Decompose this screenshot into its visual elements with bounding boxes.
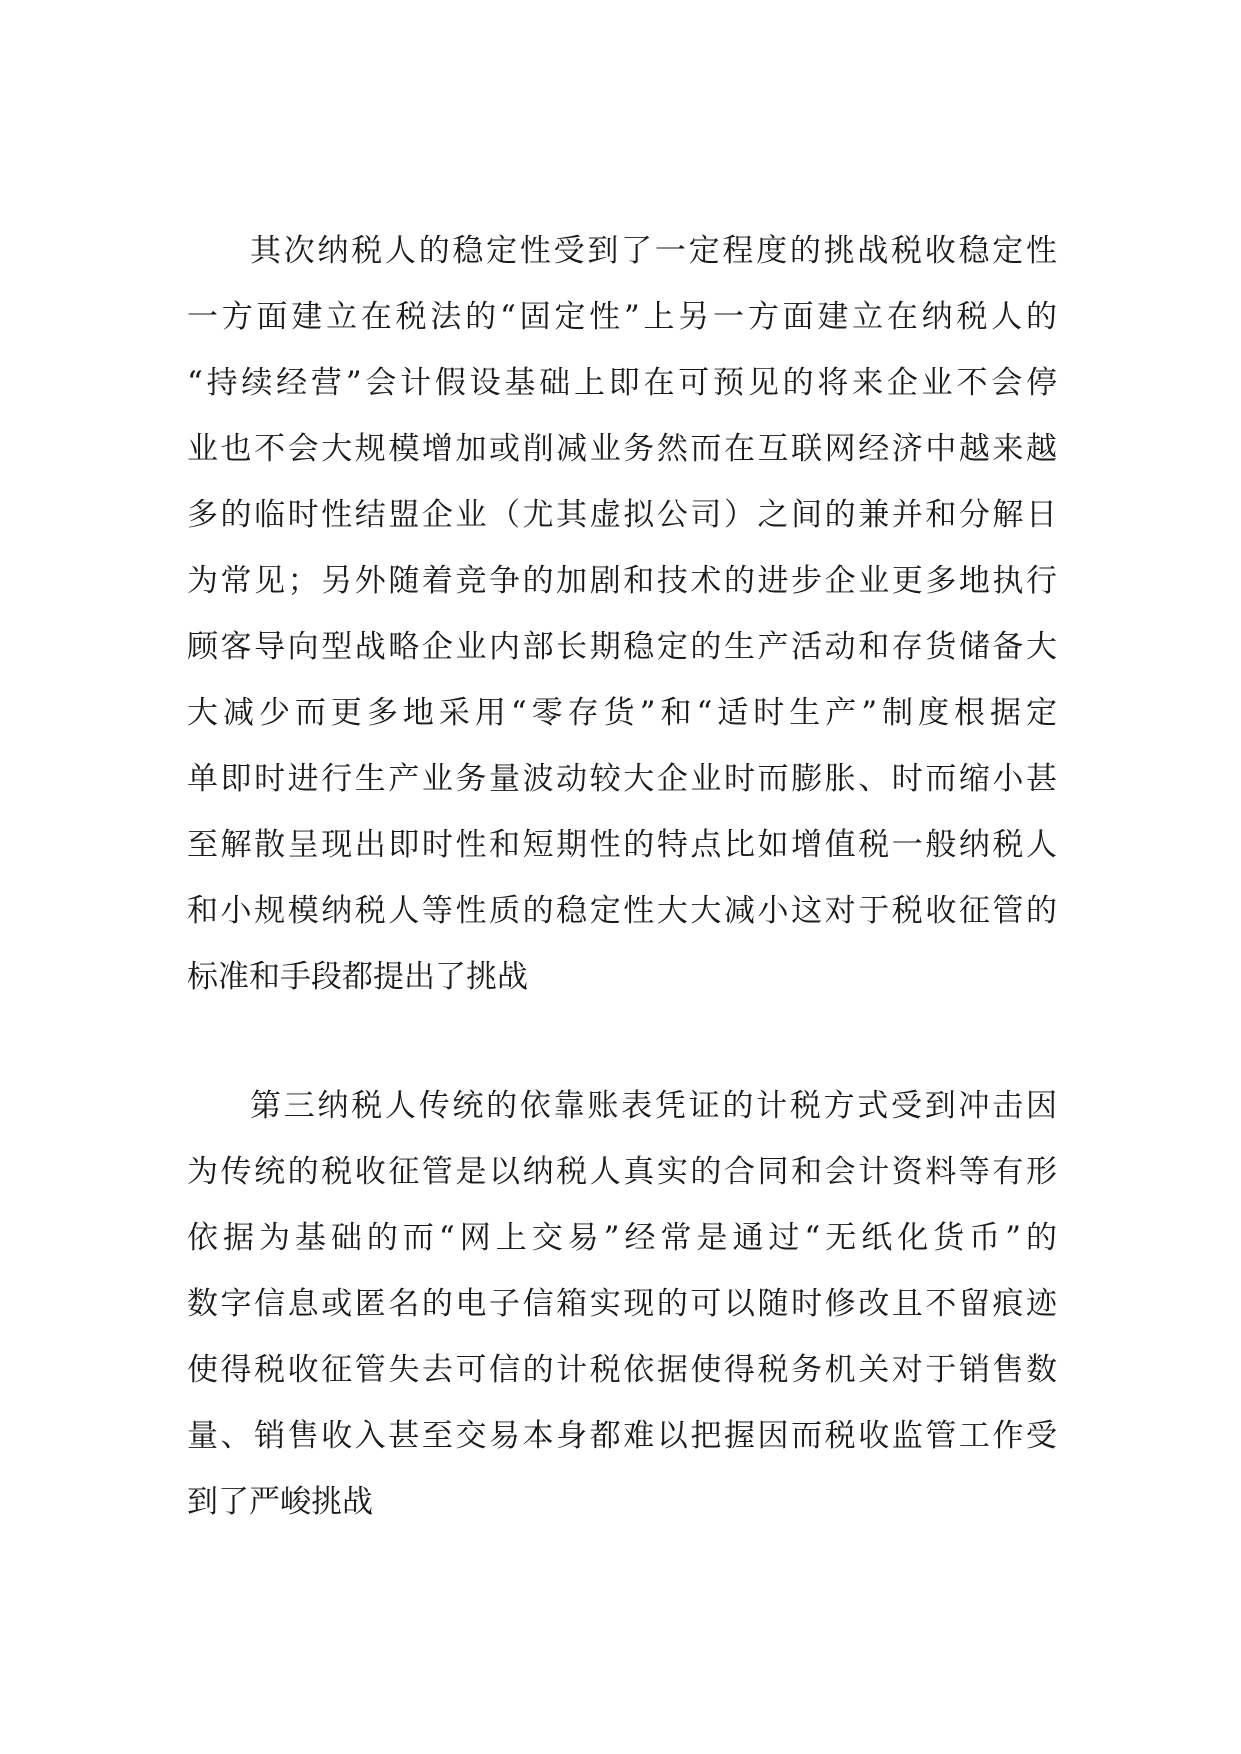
paragraph-line: 多的临时性结盟企业（尤其虚拟公司）之间的兼并和分解日 bbox=[187, 497, 1057, 533]
paragraph-line: 为常见；另外随着竞争的加剧和技术的进步企业更多地执行 bbox=[187, 563, 1057, 599]
paragraph-line: 标准和手段都提出了挑战 bbox=[187, 959, 528, 995]
paragraph-line: 一方面建立在税法的“固定性”上另一方面建立在纳税人的 bbox=[187, 299, 1057, 335]
paragraph-1 bbox=[187, 218, 1057, 1010]
paragraph-line: 到了严峻挑战 bbox=[187, 1484, 373, 1520]
paragraph-line: 和小规模纳税人等性质的稳定性大大减小这对于税收征管的 bbox=[187, 893, 1057, 929]
paragraph-line: 其次纳税人的稳定性受到了一定程度的挑战税收稳定性 bbox=[250, 233, 1057, 269]
paragraph-2 bbox=[187, 1073, 1057, 1535]
paragraph-line: “持续经营”会计假设基础上即在可预见的将来企业不会停 bbox=[187, 365, 1057, 401]
paragraph-line: 为传统的税收征管是以纳税人真实的合同和会计资料等有形 bbox=[187, 1154, 1057, 1190]
paragraph-line: 依据为基础的而“网上交易”经常是通过“无纸化货币”的 bbox=[187, 1220, 1057, 1256]
paragraph-line: 量、销售收入甚至交易本身都难以把握因而税收监管工作受 bbox=[187, 1418, 1057, 1454]
paragraph-line: 使得税收征管失去可信的计税依据使得税务机关对于销售数 bbox=[187, 1352, 1057, 1388]
paragraph-line: 单即时进行生产业务量波动较大企业时而膨胀、时而缩小甚 bbox=[187, 761, 1057, 797]
paragraph-line: 数字信息或匿名的电子信箱实现的可以随时修改且不留痕迹 bbox=[187, 1286, 1057, 1322]
paragraph-line: 第三纳税人传统的依靠账表凭证的计税方式受到冲击因 bbox=[250, 1088, 1057, 1124]
paragraph-line: 顾客导向型战略企业内部长期稳定的生产活动和存货储备大 bbox=[187, 629, 1057, 665]
paragraph-line: 至解散呈现出即时性和短期性的特点比如增值税一般纳税人 bbox=[187, 827, 1057, 863]
paragraph-line: 大减少而更多地采用“零存货”和“适时生产”制度根据定 bbox=[187, 695, 1057, 731]
paragraph-line: 业也不会大规模增加或削减业务然而在互联网经济中越来越 bbox=[187, 431, 1057, 467]
